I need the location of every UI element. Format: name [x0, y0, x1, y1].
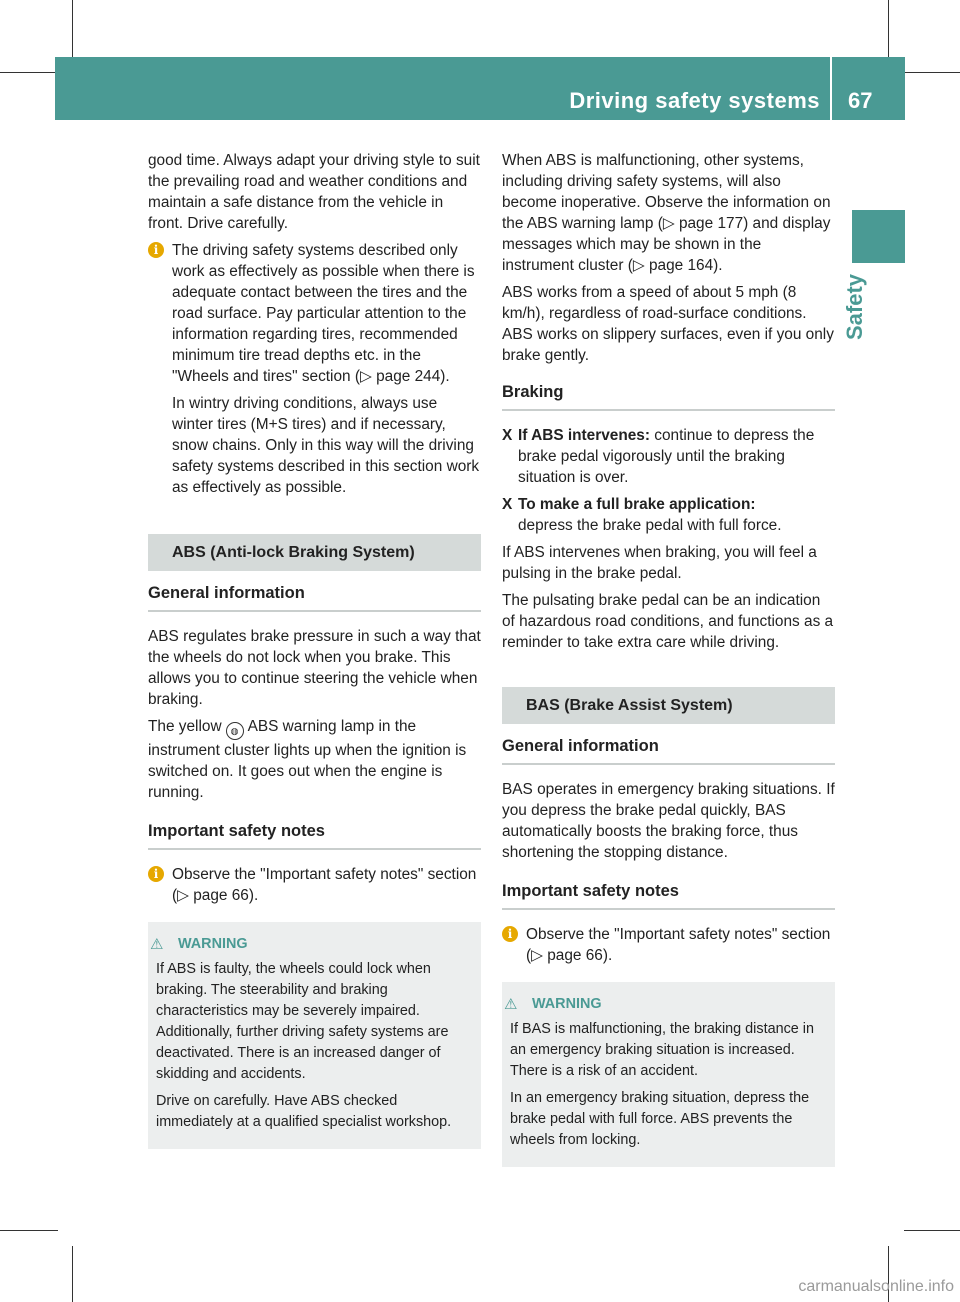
- info-icon: i: [148, 242, 164, 258]
- left-column: [148, 150, 481, 1161]
- paragraph: The pulsating brake pedal can be an indication of hazardous road conditions, and functions as a reminder to take extra care while driving.: [502, 592, 834, 651]
- page-number: 67: [848, 88, 873, 113]
- text: The yellow: [148, 718, 222, 735]
- paragraph: Observe the "Important safety notes" section (▷ page 66).: [526, 926, 831, 964]
- crop-mark: [904, 1230, 960, 1231]
- paragraph: ABS regulates brake pressure in such a way that the wheels do not lock when you brake. This allows you to continue steering the vehicle when braking.: [148, 628, 481, 708]
- crop-mark: [0, 1230, 58, 1231]
- section-title-abs: ABS (Anti-lock Braking System): [148, 534, 481, 571]
- paragraph: The driving safety systems described only work as effectively as possible when there is adequate contact between the tires and the road surface. Pay particular attention to the information regarding tires, recommended minimum tire tread depths etc. in the "Wheels and tires" section (▷ page 244).: [172, 242, 475, 385]
- crop-mark: [0, 72, 58, 73]
- warning-text: If BAS is malfunctioning, the braking distance in an emergency braking situation is increased. There is a risk of an accident.: [510, 1021, 814, 1079]
- paragraph: good time. Always adapt your driving style to suit the prevailing road and weather conditions and maintain a safe distance from the vehicle in front. Drive carefully.: [148, 152, 480, 232]
- paragraph: If ABS intervenes when braking, you will feel a pulsing in the brake pedal.: [502, 544, 817, 582]
- instruction-step: [502, 494, 835, 536]
- warning-heading: [150, 934, 473, 955]
- info-note: [502, 924, 835, 966]
- subheading-general-information: General information: [502, 736, 835, 765]
- step-text: continue to depress the brake pedal vigorously until the braking situation is over.: [518, 427, 815, 486]
- crop-mark: [72, 0, 73, 58]
- warning-icon: ⚠: [150, 936, 164, 953]
- paragraph: Observe the "Important safety notes" section (▷ page 66).: [172, 866, 477, 904]
- text: ABS warning lamp in the instrument cluster lights up when the ignition is switched on. It goes out when the engine is running.: [148, 718, 467, 801]
- warning-text: In an emergency braking situation, depress the brake pedal with full force. ABS prevents the wheels from locking.: [510, 1090, 810, 1148]
- step-label: If ABS intervenes:: [518, 427, 650, 444]
- warning-title: WARNING: [532, 996, 602, 1012]
- info-icon: i: [148, 866, 164, 882]
- paragraph-abs-lamp: [148, 716, 481, 803]
- page-title: Driving safety systems: [569, 88, 820, 113]
- paragraph: ABS works from a speed of about 5 mph (8 km/h), regardless of road-surface conditions. ABS works on slippery surfaces, even if you only brake gently.: [502, 284, 834, 364]
- step-label: To make a full brake application:: [518, 496, 756, 513]
- side-tab-label: Safety: [842, 273, 867, 340]
- warning-text: Drive on carefully. Have ABS checked immediately at a qualified specialist workshop.: [156, 1093, 452, 1130]
- warning-heading: [504, 994, 827, 1015]
- side-tab-marker: [852, 210, 905, 263]
- info-note: [148, 864, 481, 906]
- instruction-step: [502, 425, 835, 488]
- subheading-important-safety-notes: Important safety notes: [148, 821, 481, 850]
- header-separator: [830, 57, 832, 120]
- subheading-important-safety-notes: Important safety notes: [502, 881, 835, 910]
- info-note: [148, 240, 481, 498]
- step-marker-icon: X: [502, 427, 513, 444]
- crop-mark: [72, 1246, 73, 1302]
- watermark-text: carmanualsonline.info: [798, 1278, 954, 1295]
- section-title-bas: BAS (Brake Assist System): [502, 687, 835, 724]
- crop-mark: [904, 72, 960, 73]
- info-icon: i: [502, 926, 518, 942]
- subheading-general-information: General information: [148, 583, 481, 612]
- warning-title: WARNING: [178, 936, 248, 952]
- paragraph: BAS operates in emergency braking situations. If you depress the brake pedal quickly, BAS automatically boosts the braking force, thus shortening the stopping distance.: [502, 781, 835, 861]
- warning-icon: ⚠: [504, 996, 518, 1013]
- paragraph: In wintry driving conditions, always use winter tires (M+S tires) and if necessary, snow chains. Only in this way will the driving safety systems described in this section work as effectively as possible.: [172, 395, 480, 496]
- warning-text: If ABS is faulty, the wheels could lock when braking. The steerability and braking characteristics may be severely impaired. Additionally, further driving safety systems are deactivated. There is an increased danger of skidding and accidents.: [156, 961, 449, 1082]
- warning-box: [148, 922, 481, 1149]
- right-column: [502, 150, 835, 1179]
- step-text: depress the brake pedal with full force.: [518, 517, 782, 534]
- crop-mark: [888, 0, 889, 58]
- warning-box: [502, 982, 835, 1167]
- subheading-braking: Braking: [502, 382, 835, 411]
- step-marker-icon: X: [502, 496, 513, 513]
- abs-warning-lamp-icon: ◍: [226, 722, 244, 740]
- paragraph: When ABS is malfunctioning, other systems, including driving safety systems, will also become inoperative. Observe the information on the ABS warning lamp (▷ page 177) and display messages which may be shown in the instrument cluster (▷ page 164).: [502, 152, 831, 274]
